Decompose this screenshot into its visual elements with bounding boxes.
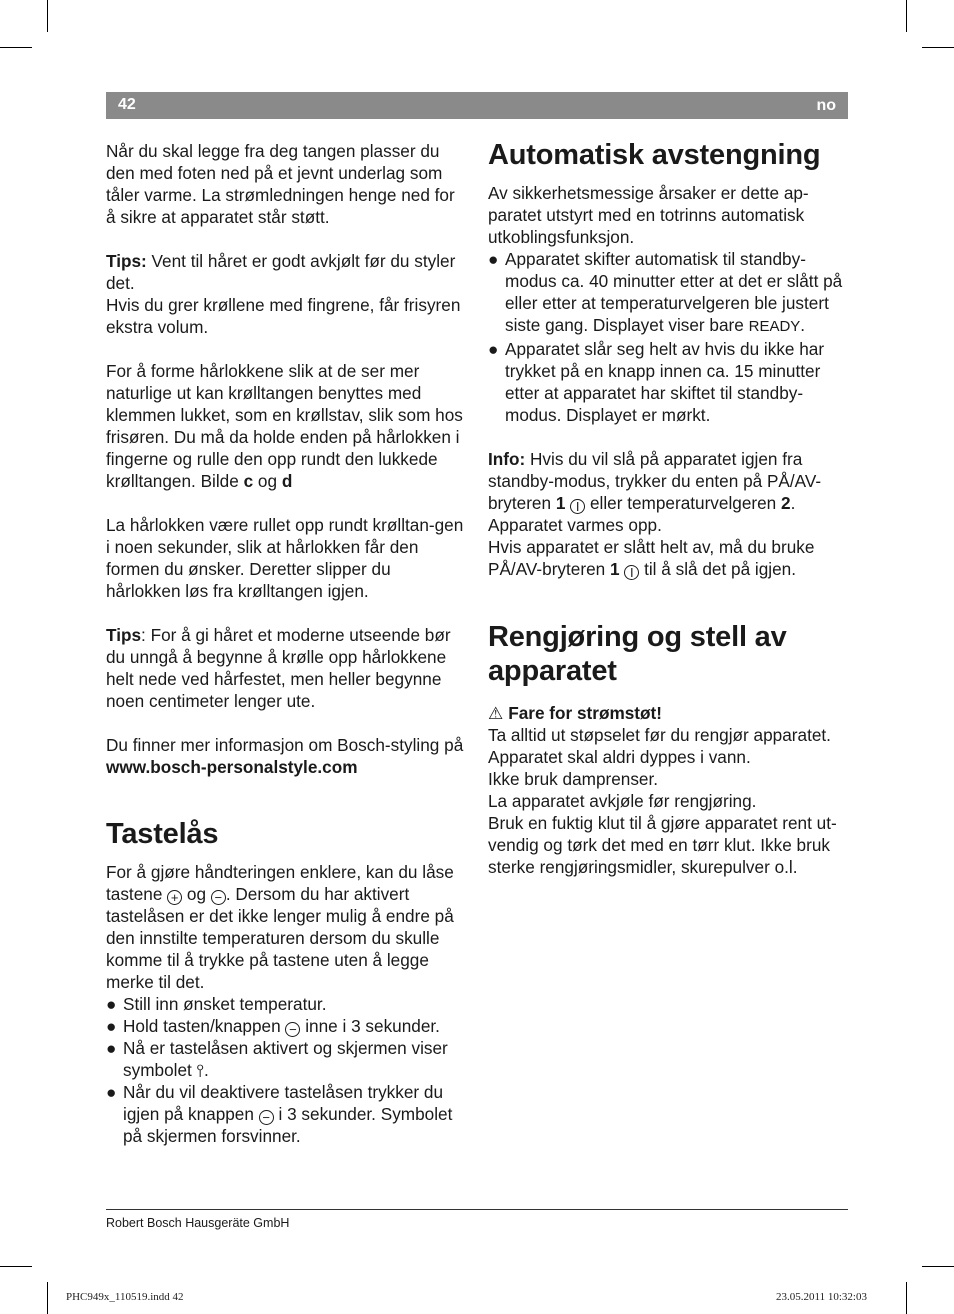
paragraph: La hårlokken være rullet opp rundt krølltan-gen i noen sekunder, slik at hårlokken får den formen du ønsker. Deretter slipper du hårlokken løs fra krølltangen igjen. [106, 515, 464, 601]
crop-mark [922, 1266, 954, 1267]
language-code: no [816, 97, 836, 114]
tips-label: Tips: [106, 251, 147, 271]
page-number: 42 [118, 96, 136, 113]
warning-icon: ⚠ [488, 703, 504, 723]
website-link[interactable]: www.bosch-personalstyle.com [106, 757, 358, 777]
right-column [488, 140, 850, 878]
paragraph: La apparatet avkjøle før rengjøring. [488, 791, 757, 811]
crop-mark [0, 1266, 32, 1267]
paragraph: Hvis apparatet er slått helt av, må du bruke PÅ/AV-bryteren 1 I til å slå det på igjen. [488, 537, 815, 580]
tips-paragraph: Tips: For å gi håret et moderne utseende bør du unngå å begynne å krølle opp hårlokkene helt nede ved hårfestet, men heller begynne noen centimeter lenger ute. [106, 625, 451, 711]
plus-button-icon: + [167, 890, 182, 905]
section-heading-auto: Automatisk avstengning [488, 139, 821, 171]
paragraph: For å forme hårlokkene slik at de ser mer naturlige ut kan krølltangen benyttes med klemmen lukket, som en krøllstav, slik som hos frisøren. Du må da holde enden på hårlokken i fingerne og rulle den opp rundt den lukkede krølltangen. Bilde c og d [106, 361, 463, 491]
list-item: ● Apparatet slår seg helt av hvis du ikke har trykket på en knapp innen ca. 15 minutter etter at apparatet har skiftet til standby-modus. Displayet er mørkt. [488, 339, 825, 425]
section-heading-tastelas: Tastelås [106, 818, 219, 850]
minus-button-icon: − [285, 1022, 300, 1037]
footer-company: Robert Bosch Hausgeräte GmbH [106, 1216, 290, 1230]
minus-button-icon: − [259, 1110, 274, 1125]
info-paragraph: Info: Hvis du vil slå på apparatet igjen fra standby-modus, trykker du enten på PÅ/AV-bryteren 1 I eller temperaturvelgeren 2. [488, 449, 822, 514]
tips-paragraph: Tips: Vent til håret er godt avkjølt før du styler det. [106, 251, 456, 293]
crop-mark [906, 0, 907, 32]
paragraph: For å gjøre håndteringen enklere, kan du låse tastene + og − . Dersom du har aktivert tastelåsen er det ikke lenger mulig å endre på den innstilte temperaturen dersom du skulle komme til å trykke på tastene uten å legge merke til det. [106, 862, 454, 992]
power-icon: I [570, 499, 585, 514]
list-item: ● Hold tasten/knappen − inne i 3 sekunder. [106, 1016, 440, 1037]
paragraph: Ta alltid ut støpselet før du rengjør apparatet. [488, 725, 831, 745]
paragraph: Apparatet varmes opp. [488, 515, 662, 535]
paragraph: Bruk en fuktig klut til å gjøre apparatet rent ut-vendig og tørk det med en tørr klut. Ikke bruk sterke rengjøringsmidler, skurepulver o.l. [488, 813, 837, 877]
crop-mark [0, 47, 32, 48]
list-item: ● Når du vil deaktivere tastelåsen trykker du igjen på knappen − i 3 sekunder. Symbolet på skjermen forsvinner. [106, 1082, 453, 1146]
paragraph: Når du skal legge fra deg tangen plasser du den med foten ned på et jevnt underlag som tåler varme. La strømledningen henge ned for å sikre at apparatet står støtt. [106, 141, 455, 227]
list-item: ● Apparatet skifter automatisk til standby-modus ca. 40 minutter etter at det er slått på eller etter at temperaturvelgeren ble justert siste gang. Displayet viser bare READY. [488, 249, 843, 335]
crop-mark [47, 1282, 48, 1314]
page-header-bar [106, 92, 848, 119]
crop-mark [47, 0, 48, 32]
list-item: ● Still inn ønsket temperatur. [106, 994, 327, 1014]
power-icon: I [624, 565, 639, 580]
paragraph: Du finner mer informasjon om Bosch-styling på [106, 735, 464, 755]
footer-divider [106, 1209, 848, 1210]
crop-mark [906, 1282, 907, 1314]
section-heading-rengjoring: Rengjøring og stell av apparatet [488, 621, 787, 687]
print-slug-file: PHC949x_110519.indd 42 [66, 1291, 184, 1303]
paragraph: Hvis du grer krøllene med fingrene, får frisyren ekstra volum. [106, 295, 461, 337]
info-label: Info: [488, 449, 526, 469]
paragraph: Ikke bruk damprenser. [488, 769, 659, 789]
crop-mark [922, 47, 954, 48]
list-item: ● Nå er tastelåsen aktivert og skjermen viser symbolet ⫯. [106, 1038, 448, 1080]
paragraph: Av sikkerhetsmessige årsaker er dette ap-paratet utstyrt med en totrinns automatisk utkoblingsfunksjon. [488, 183, 809, 247]
tips-label: Tips [106, 625, 142, 645]
warning-heading: ⚠ Fare for strømstøt! [488, 703, 662, 723]
left-column [106, 140, 468, 1147]
lock-icon: ⫯ [196, 1060, 205, 1080]
paragraph: Apparatet skal aldri dyppes i vann. [488, 747, 751, 767]
minus-button-icon: − [211, 890, 226, 905]
print-slug-date: 23.05.2011 10:32:03 [776, 1291, 867, 1303]
